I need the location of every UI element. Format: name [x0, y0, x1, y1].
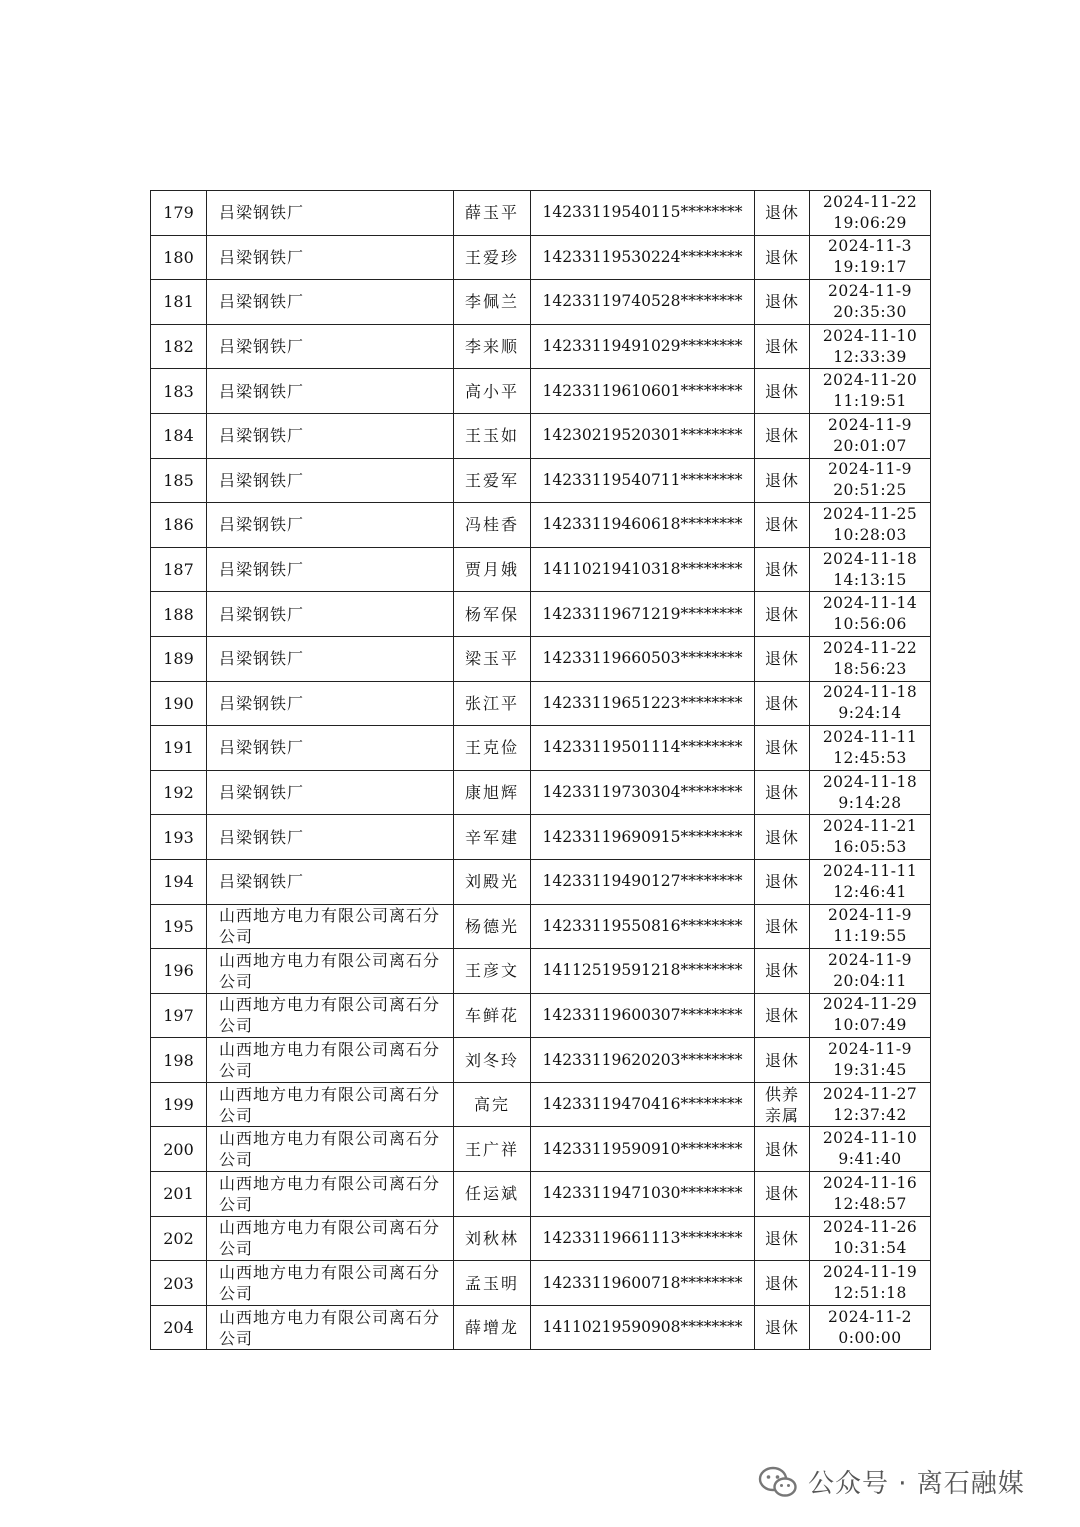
record-clock: 20:01:07: [833, 436, 907, 455]
id-number: 14233119460618********: [531, 503, 755, 548]
row-number: 200: [151, 1127, 207, 1172]
record-clock: 9:14:28: [838, 793, 902, 812]
record-clock: 19:06:29: [833, 213, 907, 232]
record-time: [810, 636, 931, 681]
record-clock: 10:56:06: [833, 615, 907, 634]
record-clock: 0:00:00: [838, 1328, 902, 1347]
id-number: 14233119550816********: [531, 904, 755, 949]
id-number: 14233119660503********: [531, 636, 755, 681]
record-clock: 16:05:53: [833, 838, 907, 857]
status: 退休: [755, 369, 810, 414]
row-number: 202: [151, 1216, 207, 1261]
record-date: 2024-11-29: [822, 995, 918, 1014]
row-number: 179: [151, 191, 207, 236]
record-time: [810, 1172, 931, 1217]
id-number: 14233119610601********: [531, 369, 755, 414]
record-time: [810, 1127, 931, 1172]
status: 退休: [755, 191, 810, 236]
table-row: [151, 681, 931, 726]
person-name: 王广祥: [454, 1127, 531, 1172]
unit-name: 吕梁钢铁厂: [207, 235, 454, 280]
watermark-text: 公众号 · 离石融媒: [808, 1469, 1025, 1499]
person-name: 贾月娥: [454, 547, 531, 592]
row-number: 183: [151, 369, 207, 414]
person-name: 车鲜花: [454, 993, 531, 1038]
record-date: 2024-11-18: [822, 549, 918, 568]
unit-name: 吕梁钢铁厂: [207, 547, 454, 592]
record-date: 2024-11-18: [822, 683, 918, 702]
status: 退休: [755, 993, 810, 1038]
record-date: 2024-11-26: [822, 1218, 918, 1237]
record-date: 2024-11-3: [827, 237, 912, 256]
status: 退休: [755, 1261, 810, 1306]
id-number: 14110219410318********: [531, 547, 755, 592]
person-name: 康旭辉: [454, 770, 531, 815]
status: 退休: [755, 681, 810, 726]
table-row: [151, 636, 931, 681]
status: 退休: [755, 1172, 810, 1217]
row-number: 199: [151, 1082, 207, 1127]
record-time: [810, 770, 931, 815]
row-number: 181: [151, 280, 207, 325]
id-number: 14233119491029********: [531, 324, 755, 369]
table-row: [151, 1038, 931, 1083]
person-name: 孟玉明: [454, 1261, 531, 1306]
status: 退休: [755, 547, 810, 592]
status: 退休: [755, 904, 810, 949]
table-row: [151, 1261, 931, 1306]
record-time: [810, 547, 931, 592]
table-row: [151, 726, 931, 771]
row-number: 197: [151, 993, 207, 1038]
record-clock: 10:07:49: [833, 1016, 907, 1035]
person-name: 王克俭: [454, 726, 531, 771]
status: 退休: [755, 1216, 810, 1261]
person-name: 刘殿光: [454, 859, 531, 904]
record-time: [810, 369, 931, 414]
record-clock: 10:31:54: [833, 1239, 907, 1258]
row-number: 184: [151, 413, 207, 458]
record-clock: 20:04:11: [833, 971, 907, 990]
row-number: 195: [151, 904, 207, 949]
record-clock: 19:19:17: [833, 258, 907, 277]
unit-name: 山西地方电力有限公司离石分 公司: [207, 1261, 454, 1306]
id-number: 14233119651223********: [531, 681, 755, 726]
record-time: [810, 904, 931, 949]
record-date: 2024-11-18: [822, 772, 918, 791]
record-date: 2024-11-9: [827, 906, 912, 925]
unit-name: 山西地方电力有限公司离石分 公司: [207, 1305, 454, 1350]
row-number: 203: [151, 1261, 207, 1306]
person-name: 刘秋林: [454, 1216, 531, 1261]
record-date: 2024-11-25: [822, 504, 918, 523]
table-row: [151, 235, 931, 280]
unit-name: 山西地方电力有限公司离石分 公司: [207, 1127, 454, 1172]
person-name: 王爱珍: [454, 235, 531, 280]
record-clock: 10:28:03: [833, 525, 907, 544]
table-row: [151, 1172, 931, 1217]
record-clock: 12:33:39: [833, 347, 907, 366]
person-name: 薛玉平: [454, 191, 531, 236]
status: 退休: [755, 503, 810, 548]
record-time: [810, 503, 931, 548]
id-number: 14233119490127********: [531, 859, 755, 904]
status: 退休: [755, 324, 810, 369]
row-number: 194: [151, 859, 207, 904]
record-date: 2024-11-2: [827, 1307, 912, 1326]
table-row: [151, 1216, 931, 1261]
status: 退休: [755, 592, 810, 637]
id-number: 14233119540115********: [531, 191, 755, 236]
status: 退休: [755, 458, 810, 503]
row-number: 185: [151, 458, 207, 503]
record-time: [810, 191, 931, 236]
record-date: 2024-11-27: [822, 1084, 918, 1103]
unit-name: 山西地方电力有限公司离石分 公司: [207, 1216, 454, 1261]
person-name: 李来顺: [454, 324, 531, 369]
record-date: 2024-11-14: [822, 594, 918, 613]
status: 退休: [755, 770, 810, 815]
id-number: 14233119661113********: [531, 1216, 755, 1261]
id-number: 14233119501114********: [531, 726, 755, 771]
table-row: [151, 1082, 931, 1127]
record-date: 2024-11-21: [822, 817, 918, 836]
person-name: 任运斌: [454, 1172, 531, 1217]
status: 退休: [755, 1127, 810, 1172]
record-clock: 12:46:41: [833, 882, 907, 901]
record-clock: 12:48:57: [833, 1194, 907, 1213]
table-row: [151, 1305, 931, 1350]
person-name: 高完: [454, 1082, 531, 1127]
row-number: 192: [151, 770, 207, 815]
unit-name: 吕梁钢铁厂: [207, 191, 454, 236]
unit-name: 吕梁钢铁厂: [207, 369, 454, 414]
record-date: 2024-11-9: [827, 281, 912, 300]
record-time: [810, 1038, 931, 1083]
unit-name: 山西地方电力有限公司离石分 公司: [207, 949, 454, 994]
table-row: [151, 324, 931, 369]
row-number: 188: [151, 592, 207, 637]
record-date: 2024-11-9: [827, 415, 912, 434]
table-row: [151, 592, 931, 637]
unit-name: 吕梁钢铁厂: [207, 859, 454, 904]
id-number: 14233119540711********: [531, 458, 755, 503]
id-number: 14233119740528********: [531, 280, 755, 325]
table-row: [151, 503, 931, 548]
record-time: [810, 592, 931, 637]
unit-name: 吕梁钢铁厂: [207, 324, 454, 369]
record-clock: 20:51:25: [833, 481, 907, 500]
id-number: 14233119730304********: [531, 770, 755, 815]
watermark: [758, 1463, 1025, 1500]
record-time: [810, 458, 931, 503]
table-row: [151, 369, 931, 414]
unit-name: 吕梁钢铁厂: [207, 636, 454, 681]
status: 退休: [755, 726, 810, 771]
unit-name: 吕梁钢铁厂: [207, 726, 454, 771]
record-date: 2024-11-16: [822, 1173, 918, 1192]
status: 供养 亲属: [755, 1082, 810, 1127]
unit-name: 山西地方电力有限公司离石分 公司: [207, 993, 454, 1038]
unit-name: 山西地方电力有限公司离石分 公司: [207, 1082, 454, 1127]
record-time: [810, 949, 931, 994]
id-number: 14233119620203********: [531, 1038, 755, 1083]
person-name: 李佩兰: [454, 280, 531, 325]
table-row: [151, 993, 931, 1038]
person-name: 王玉如: [454, 413, 531, 458]
status: 退休: [755, 413, 810, 458]
person-name: 冯桂香: [454, 503, 531, 548]
record-date: 2024-11-22: [822, 638, 918, 657]
id-number: 14112519591218********: [531, 949, 755, 994]
record-time: [810, 859, 931, 904]
row-number: 201: [151, 1172, 207, 1217]
unit-name: 山西地方电力有限公司离石分 公司: [207, 1038, 454, 1083]
record-date: 2024-11-9: [827, 460, 912, 479]
table-row: [151, 904, 931, 949]
row-number: 198: [151, 1038, 207, 1083]
id-number: 14233119600718********: [531, 1261, 755, 1306]
person-name: 梁玉平: [454, 636, 531, 681]
person-name: 杨军保: [454, 592, 531, 637]
row-number: 180: [151, 235, 207, 280]
person-name: 刘冬玲: [454, 1038, 531, 1083]
table-row: [151, 815, 931, 860]
status: 退休: [755, 859, 810, 904]
row-number: 190: [151, 681, 207, 726]
status: 退休: [755, 636, 810, 681]
record-clock: 12:37:42: [833, 1105, 907, 1124]
record-time: [810, 235, 931, 280]
record-date: 2024-11-10: [822, 1129, 918, 1148]
record-clock: 11:19:55: [833, 927, 907, 946]
row-number: 196: [151, 949, 207, 994]
id-number: 14233119471030********: [531, 1172, 755, 1217]
person-name: 高小平: [454, 369, 531, 414]
record-clock: 14:13:15: [833, 570, 907, 589]
id-number: 14233119671219********: [531, 592, 755, 637]
table-row: [151, 458, 931, 503]
status: 退休: [755, 949, 810, 994]
row-number: 193: [151, 815, 207, 860]
record-clock: 9:24:14: [838, 704, 902, 723]
record-clock: 12:45:53: [833, 748, 907, 767]
person-name: 薛增龙: [454, 1305, 531, 1350]
record-time: [810, 324, 931, 369]
record-clock: 20:35:30: [833, 302, 907, 321]
row-number: 182: [151, 324, 207, 369]
person-name: 杨德光: [454, 904, 531, 949]
row-number: 187: [151, 547, 207, 592]
record-clock: 19:31:45: [833, 1061, 907, 1080]
status: 退休: [755, 815, 810, 860]
person-name: 辛军建: [454, 815, 531, 860]
row-number: 189: [151, 636, 207, 681]
record-time: [810, 413, 931, 458]
table-row: [151, 859, 931, 904]
id-number: 14233119600307********: [531, 993, 755, 1038]
id-number: 14230219520301********: [531, 413, 755, 458]
record-date: 2024-11-19: [822, 1263, 918, 1282]
record-date: 2024-11-10: [822, 326, 918, 345]
unit-name: 吕梁钢铁厂: [207, 815, 454, 860]
person-name: 张江平: [454, 681, 531, 726]
wechat-icon: [758, 1465, 798, 1499]
record-clock: 9:41:40: [838, 1150, 902, 1169]
status: 退休: [755, 280, 810, 325]
unit-name: 吕梁钢铁厂: [207, 503, 454, 548]
table-row: [151, 770, 931, 815]
table-row: [151, 1127, 931, 1172]
record-time: [810, 280, 931, 325]
id-number: 14233119530224********: [531, 235, 755, 280]
record-time: [810, 1305, 931, 1350]
record-time: [810, 681, 931, 726]
unit-name: 吕梁钢铁厂: [207, 458, 454, 503]
unit-name: 山西地方电力有限公司离石分 公司: [207, 904, 454, 949]
status: 退休: [755, 235, 810, 280]
table-row: [151, 547, 931, 592]
row-number: 204: [151, 1305, 207, 1350]
record-date: 2024-11-9: [827, 1040, 912, 1059]
table-row: [151, 949, 931, 994]
table-row: [151, 280, 931, 325]
record-clock: 18:56:23: [833, 659, 907, 678]
record-date: 2024-11-11: [822, 727, 918, 746]
record-time: [810, 726, 931, 771]
unit-name: 山西地方电力有限公司离石分 公司: [207, 1172, 454, 1217]
unit-name: 吕梁钢铁厂: [207, 770, 454, 815]
status: 退休: [755, 1038, 810, 1083]
unit-name: 吕梁钢铁厂: [207, 681, 454, 726]
table-row: [151, 191, 931, 236]
id-number: 14110219590908********: [531, 1305, 755, 1350]
record-clock: 12:51:18: [833, 1284, 907, 1303]
record-date: 2024-11-11: [822, 861, 918, 880]
table-row: [151, 413, 931, 458]
record-time: [810, 1216, 931, 1261]
id-number: 14233119470416********: [531, 1082, 755, 1127]
roster-body: [151, 191, 931, 1350]
record-time: [810, 815, 931, 860]
row-number: 186: [151, 503, 207, 548]
record-date: 2024-11-22: [822, 192, 918, 211]
record-time: [810, 1261, 931, 1306]
record-date: 2024-11-20: [822, 371, 918, 390]
unit-name: 吕梁钢铁厂: [207, 592, 454, 637]
record-clock: 11:19:51: [833, 392, 907, 411]
id-number: 14233119690915********: [531, 815, 755, 860]
record-date: 2024-11-9: [827, 950, 912, 969]
record-time: [810, 1082, 931, 1127]
unit-name: 吕梁钢铁厂: [207, 280, 454, 325]
id-number: 14233119590910********: [531, 1127, 755, 1172]
person-name: 王爱军: [454, 458, 531, 503]
unit-name: 吕梁钢铁厂: [207, 413, 454, 458]
record-time: [810, 993, 931, 1038]
person-name: 王彦文: [454, 949, 531, 994]
pension-roster-table: [150, 190, 931, 1350]
status: 退休: [755, 1305, 810, 1350]
row-number: 191: [151, 726, 207, 771]
